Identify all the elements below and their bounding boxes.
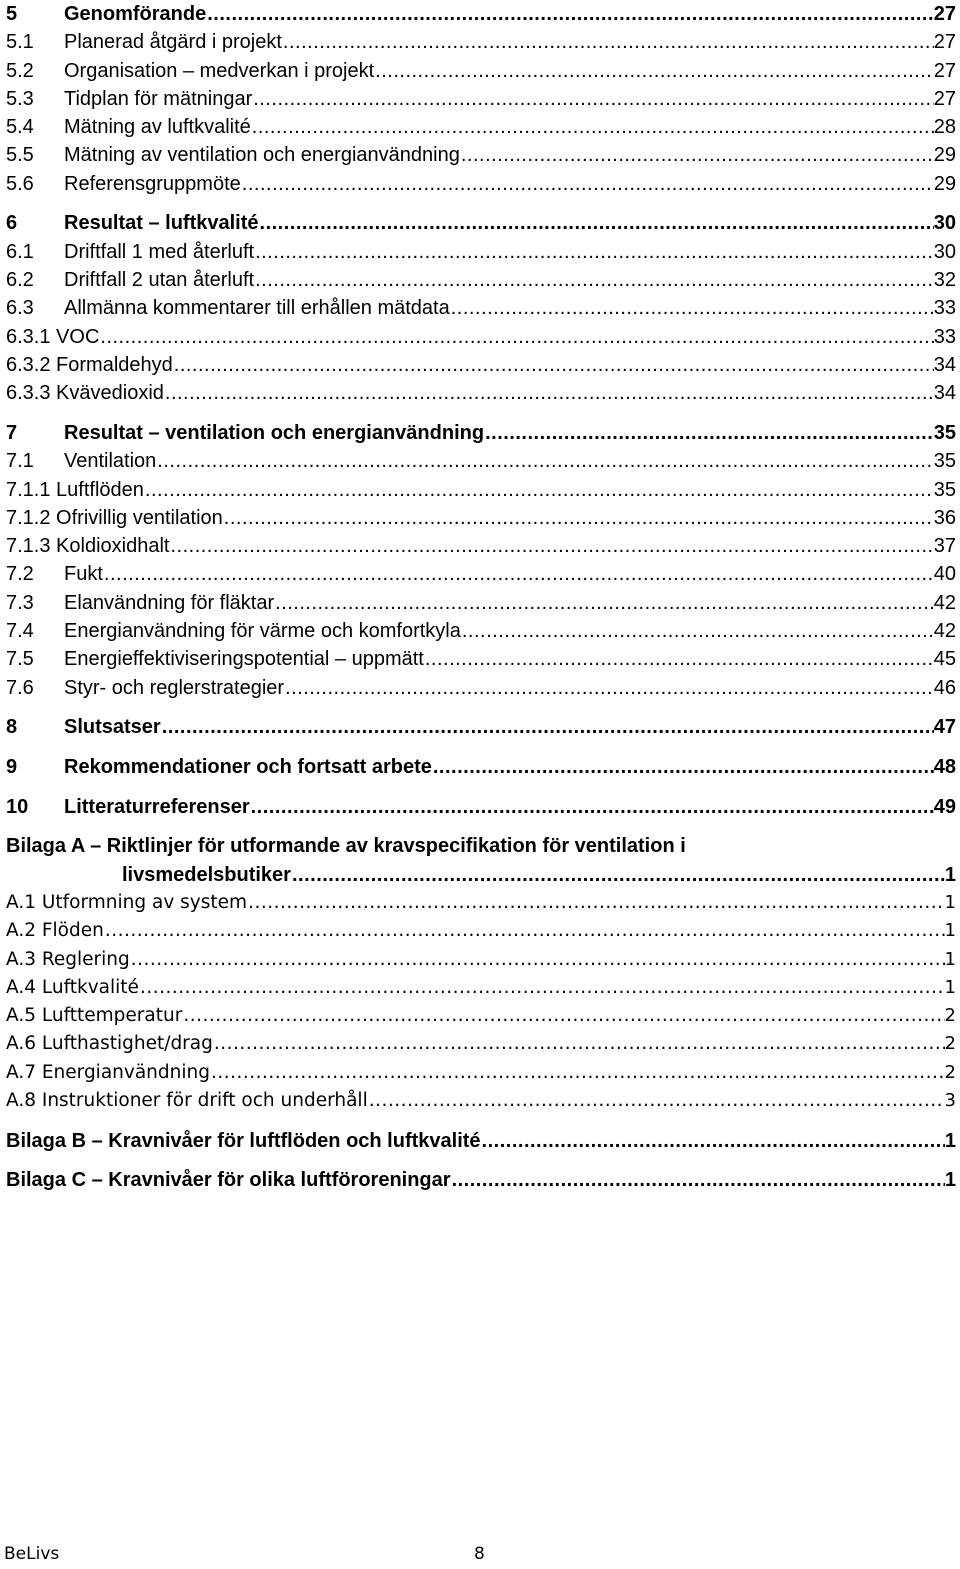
toc-entry[interactable] [6,645,956,673]
toc-title: VOC [56,325,100,348]
toc-leader [130,946,945,974]
toc-title: Resultat – ventilation och energianvändning [64,421,485,444]
toc-title: Driftfall 2 utan återluft [64,269,255,292]
toc-page: 1 [944,920,956,942]
table-of-contents [6,0,956,1195]
toc-page: 45 [933,648,956,671]
page-footer [4,1544,960,1569]
toc-number: 7.1.1 [6,478,51,501]
toc-title: Bilaga A – Riktlinjer för utformande av kravspecifikation för ventilation i [6,835,686,858]
toc-number: 6 [6,212,18,235]
toc-title: Tidplan för mätningar [64,87,253,110]
toc-entry[interactable] [6,1002,956,1030]
toc-number: 6.3.2 [6,353,51,376]
toc-title-continued: livsmedelsbutiker [122,863,291,886]
toc-number: 6.3.3 [6,382,51,405]
toc-leader [213,1030,945,1058]
toc-title: Referensgruppmöte [64,172,241,195]
toc-title: A.1 Utformning av system [6,891,248,913]
toc-number: 5.3 [6,87,34,110]
toc-number: 6.3.1 [6,325,51,348]
toc-title: Koldioxidhalt [56,535,170,558]
toc-leader [161,713,934,741]
toc-page: 28 [933,116,956,139]
toc-entry[interactable] [6,560,956,588]
toc-leader [432,753,934,781]
toc-entry[interactable] [6,0,956,28]
toc-entry-bilaga-a[interactable] [6,832,956,889]
toc-number: 6.3 [6,297,34,320]
toc-number: 7.1.3 [6,535,51,558]
toc-title: Kvävedioxid [56,382,164,405]
toc-number: 7.2 [6,563,34,586]
toc-page: 1 [944,863,956,886]
toc-number: 7.3 [6,591,34,614]
toc-leader [254,238,934,266]
toc-entry[interactable] [6,1059,956,1087]
toc-page: 29 [933,172,956,195]
toc-leader [182,1002,944,1030]
toc-leader [450,294,934,322]
toc-leader [254,266,934,294]
toc-number: 7 [6,421,18,444]
toc-page: 42 [933,591,956,614]
toc-leader [451,1166,945,1194]
toc-page: 42 [933,620,956,643]
toc-number: 5.4 [6,116,34,139]
toc-entry[interactable] [6,238,956,266]
toc-page: 30 [933,212,956,235]
toc-leader [223,504,934,532]
toc-leader [252,85,934,113]
toc-page: 1 [944,948,956,970]
toc-page: 27 [933,31,956,54]
toc-title: Mätning av luftkvalité [64,116,251,139]
toc-page: 2 [944,1005,956,1027]
toc-title: Luftflöden [56,478,144,501]
toc-entry[interactable] [6,889,956,917]
toc-entry[interactable] [6,713,956,741]
toc-leader [460,141,934,169]
toc-number: 7.6 [6,676,34,699]
toc-title: A.3 Reglering [6,948,130,970]
toc-entry[interactable] [6,170,956,198]
toc-title: Slutsatser [64,716,161,739]
toc-title: Rekommendationer och fortsatt arbete [64,755,432,778]
toc-title: Genomförande [64,3,207,25]
toc-leader [206,0,934,28]
toc-page: 27 [933,59,956,82]
toc-entry[interactable] [6,266,956,294]
toc-title: Energianvändning för värme och komfortkyla [64,620,461,643]
toc-title: A.5 Lufttemperatur [6,1005,183,1027]
toc-page: 27 [933,87,956,110]
toc-leader [103,560,934,588]
toc-number: 7.1 [6,450,34,473]
toc-entry[interactable] [6,57,956,85]
toc-entry[interactable] [6,113,956,141]
toc-page: 2 [944,1061,956,1083]
toc-page: 2 [944,1033,956,1055]
toc-page: 33 [933,325,956,348]
toc-page: 35 [933,421,956,444]
toc-title: A.2 Flöden [6,920,104,942]
toc-leader [484,419,934,447]
toc-leader [99,323,933,351]
toc-page: 49 [933,795,956,818]
toc-leader [104,917,945,945]
toc-number: 5.6 [6,172,34,195]
toc-title: Allmänna kommentarer till erhållen mätdata [64,297,450,320]
toc-entry[interactable] [6,1087,956,1115]
toc-page: 29 [933,144,956,167]
toc-leader [424,645,934,673]
toc-entry[interactable] [6,85,956,113]
toc-entry[interactable] [6,504,956,532]
toc-leader [210,1059,945,1087]
toc-leader [481,1127,945,1155]
toc-title: Elanvändning för fläktar [64,591,275,614]
toc-page: 34 [933,382,956,405]
toc-title: Bilaga C – Kravnivåer för olika luftföroreningar [6,1169,451,1192]
toc-entry[interactable] [6,447,956,475]
toc-title: Mätning av ventilation och energianvändning [64,144,460,167]
toc-title: Ventilation [64,450,157,473]
toc-number: 7.5 [6,648,34,671]
toc-entry[interactable] [6,793,956,821]
toc-number: 8 [6,716,18,739]
toc-number: 5 [6,3,18,25]
toc-leader [284,674,934,702]
toc-page: 37 [933,535,956,558]
toc-entry[interactable] [6,476,956,504]
toc-page: 35 [933,450,956,473]
toc-leader [251,113,934,141]
toc-number: 7.1.2 [6,506,51,529]
toc-number: 5.2 [6,59,34,82]
toc-title: Litteraturreferenser [64,795,250,818]
toc-number: 7.4 [6,620,34,643]
toc-title: Planerad åtgärd i projekt [64,31,282,54]
toc-entry[interactable] [6,917,956,945]
toc-leader [164,379,934,407]
toc-title: A.8 Instruktioner för drift och underhåll [6,1090,368,1112]
footer-page-number: 8 [474,1544,485,1564]
toc-page: 1 [944,1129,956,1152]
toc-page: 1 [944,1169,956,1192]
toc-leader [247,889,944,917]
toc-number: 9 [6,755,18,778]
toc-entry[interactable] [6,141,956,169]
toc-title: Energieffektiviseringspotential – uppmätt [64,648,424,671]
toc-title: Resultat – luftkvalité [64,212,259,235]
toc-page: 36 [933,506,956,529]
toc-title: A.4 Luftkvalité [6,976,139,998]
toc-title: Organisation – medverkan i projekt [64,59,375,82]
toc-leader [368,1087,945,1115]
toc-page: 32 [933,269,956,292]
toc-number: 6.2 [6,269,34,292]
toc-page: 1 [944,891,956,913]
toc-number: 10 [6,795,29,818]
toc-entry[interactable] [6,532,956,560]
toc-entry[interactable] [6,323,956,351]
toc-entry[interactable] [6,946,956,974]
toc-leader [156,447,933,475]
toc-leader [241,170,934,198]
toc-entry[interactable] [6,1166,956,1194]
toc-entry[interactable] [6,1030,956,1058]
toc-entry[interactable] [6,28,956,56]
toc-number: 6.1 [6,240,34,263]
toc-entry[interactable] [6,1127,956,1155]
toc-title: Driftfall 1 med återluft [64,240,255,263]
toc-title: Ofrivillig ventilation [56,506,223,529]
toc-entry[interactable] [6,209,956,237]
toc-leader [169,532,933,560]
toc-leader [274,589,934,617]
toc-page: 27 [933,3,956,25]
toc-number: 5.5 [6,144,34,167]
toc-leader [144,476,934,504]
toc-entry[interactable] [6,753,956,781]
toc-page: 40 [933,563,956,586]
toc-entry[interactable] [6,589,956,617]
footer-organization: BeLivs [4,1544,60,1564]
toc-leader [250,793,934,821]
toc-title: Styr- och reglerstrategier [64,676,285,699]
toc-entry[interactable] [6,974,956,1002]
toc-title: A.7 Energianvändning [6,1061,210,1083]
toc-leader [259,209,934,237]
toc-page: 3 [944,1090,956,1112]
toc-leader [139,974,945,1002]
toc-page: 35 [933,478,956,501]
toc-page: 48 [933,755,956,778]
toc-entry[interactable] [6,379,956,407]
toc-title: Fukt [64,563,103,586]
toc-entry[interactable] [6,617,956,645]
toc-page: 46 [933,676,956,699]
toc-entry[interactable] [6,351,956,379]
toc-leader [461,617,934,645]
toc-entry[interactable] [6,674,956,702]
toc-leader [282,28,934,56]
toc-page: 34 [933,353,956,376]
toc-leader [173,351,934,379]
toc-title: Bilaga B – Kravnivåer för luftflöden och luftkvalité [6,1129,481,1152]
toc-entry[interactable] [6,419,956,447]
toc-page: 1 [944,976,956,998]
toc-leader [374,57,934,85]
toc-title: Formaldehyd [56,353,173,376]
toc-page: 47 [933,716,956,739]
toc-leader [291,861,945,889]
toc-entry[interactable] [6,294,956,322]
toc-page: 33 [933,297,956,320]
toc-title: A.6 Lufthastighet/drag [6,1033,213,1055]
toc-number: 5.1 [6,31,34,54]
toc-page: 30 [933,240,956,263]
